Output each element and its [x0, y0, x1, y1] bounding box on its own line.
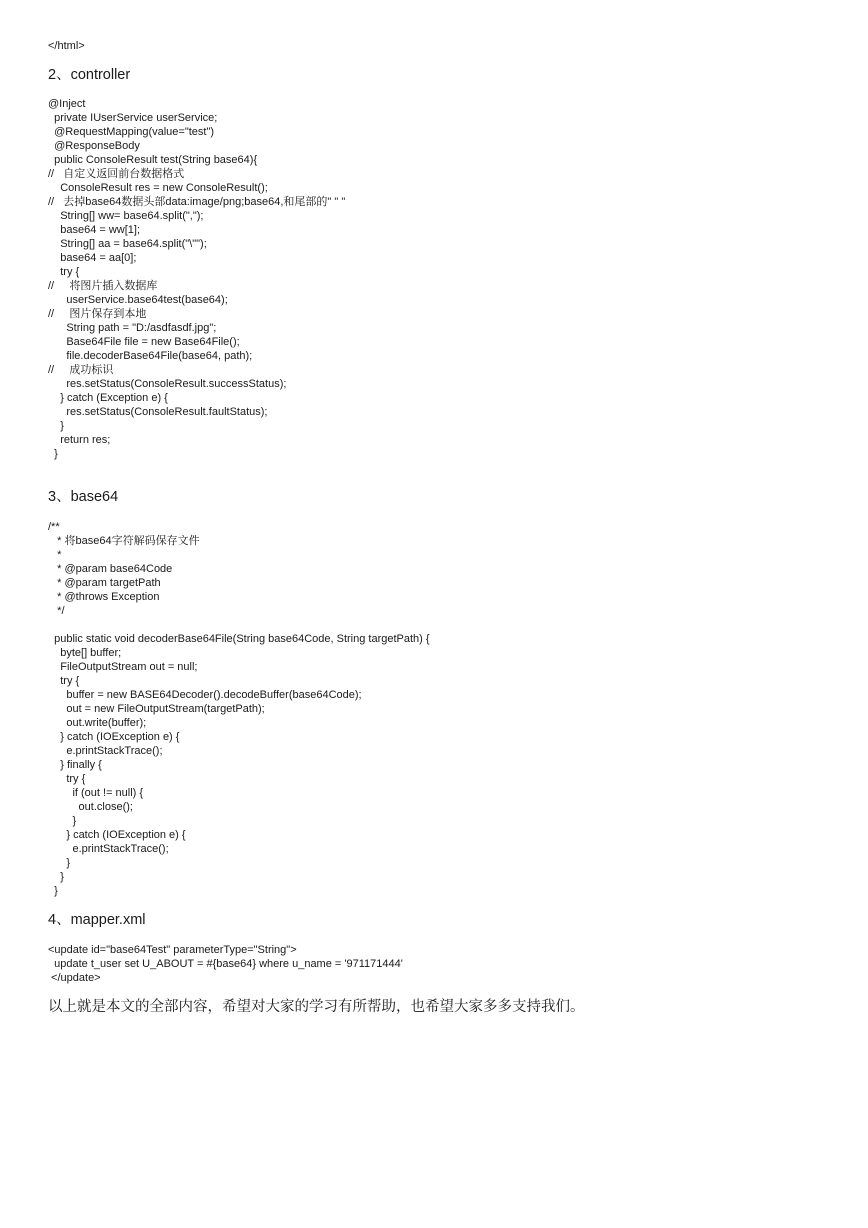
mapper-code-block: [48, 943, 403, 985]
code-line: <update id="base64Test" parameterType="String">: [48, 944, 297, 956]
code-line: res.setStatus(ConsoleResult.successStatus);: [48, 378, 287, 390]
code-line: Base64File file = new Base64File();: [48, 336, 240, 348]
code-line: userService.base64test(base64);: [48, 294, 228, 306]
code-line: e.printStackTrace();: [48, 843, 169, 855]
code-line: } catch (IOException e) {: [48, 829, 186, 841]
code-line: FileOutputStream out = null;: [48, 661, 198, 673]
code-line: } catch (IOException e) {: [48, 731, 180, 743]
top-code-block: [48, 39, 85, 53]
code-line: update t_user set U_ABOUT = #{base64} where u_name = '971171444': [48, 958, 403, 970]
code-line: if (out != null) {: [48, 787, 144, 799]
code-line: try {: [48, 773, 86, 785]
code-line: // 将图片插入数据库: [48, 280, 158, 292]
code-line: return res;: [48, 434, 111, 446]
code-line: res.setStatus(ConsoleResult.faultStatus);: [48, 406, 268, 418]
code-line: byte[] buffer;: [48, 647, 122, 659]
section-heading-base64: 3、base64: [48, 489, 119, 505]
code-line: public ConsoleResult test(String base64){: [48, 154, 258, 166]
code-line: }: [48, 815, 77, 827]
code-line: * @param base64Code: [48, 563, 173, 575]
code-line: out.write(buffer);: [48, 717, 147, 729]
code-line: String[] ww= base64.split(",");: [48, 210, 204, 222]
code-line: @ResponseBody: [48, 140, 140, 152]
code-line: }: [48, 885, 58, 897]
code-line: */: [48, 605, 65, 617]
code-line: *: [48, 549, 62, 561]
base64-code-block: [48, 520, 430, 898]
code-line: // 图片保存到本地: [48, 308, 147, 320]
code-line: /**: [48, 521, 60, 533]
code-line: }: [48, 420, 64, 432]
code-line: }: [48, 871, 64, 883]
code-line: // 去掉base64数据头部data:image/png;base64,和尾部的" " ": [48, 196, 346, 208]
controller-code-block: [48, 97, 345, 461]
code-line: e.printStackTrace();: [48, 745, 163, 757]
code-line: }: [48, 857, 71, 869]
code-line: String[] aa = base64.split("\"");: [48, 238, 207, 250]
code-line: out = new FileOutputStream(targetPath);: [48, 703, 265, 715]
code-line: base64 = ww[1];: [48, 224, 141, 236]
code-line: @RequestMapping(value="test"): [48, 126, 215, 138]
code-line: ConsoleResult res = new ConsoleResult();: [48, 182, 268, 194]
code-line: out.close();: [48, 801, 133, 813]
code-line: buffer = new BASE64Decoder().decodeBuffer(base64Code);: [48, 689, 362, 701]
code-line: file.decoderBase64File(base64, path);: [48, 350, 253, 362]
section-heading-mapper: 4、mapper.xml: [48, 912, 146, 928]
code-line: } finally {: [48, 759, 102, 771]
code-line: [48, 618, 430, 632]
code-line: try {: [48, 675, 80, 687]
code-line: </update>: [48, 972, 101, 984]
code-line: base64 = aa[0];: [48, 252, 137, 264]
code-line: @Inject: [48, 98, 86, 110]
code-line: * @throws Exception: [48, 591, 160, 603]
code-line: public static void decoderBase64File(String base64Code, String targetPath) {: [48, 633, 430, 645]
code-line: try {: [48, 266, 80, 278]
code-line: private IUserService userService;: [48, 112, 218, 124]
code-line: * 将base64字符解码保存文件: [48, 535, 200, 547]
code-line: </html>: [48, 40, 85, 52]
code-line: // 自定义返回前台数据格式: [48, 168, 185, 180]
code-line: // 成功标识: [48, 364, 114, 376]
code-line: }: [48, 448, 58, 460]
code-line: String path = "D:/asdfasdf.jpg";: [48, 322, 217, 334]
code-line: * @param targetPath: [48, 577, 161, 589]
code-line: } catch (Exception e) {: [48, 392, 168, 404]
section-heading-controller: 2、controller: [48, 67, 131, 83]
closing-paragraph: 以上就是本文的全部内容，希望对大家的学习有所帮助，也希望大家多多支持我们。: [48, 999, 585, 1015]
